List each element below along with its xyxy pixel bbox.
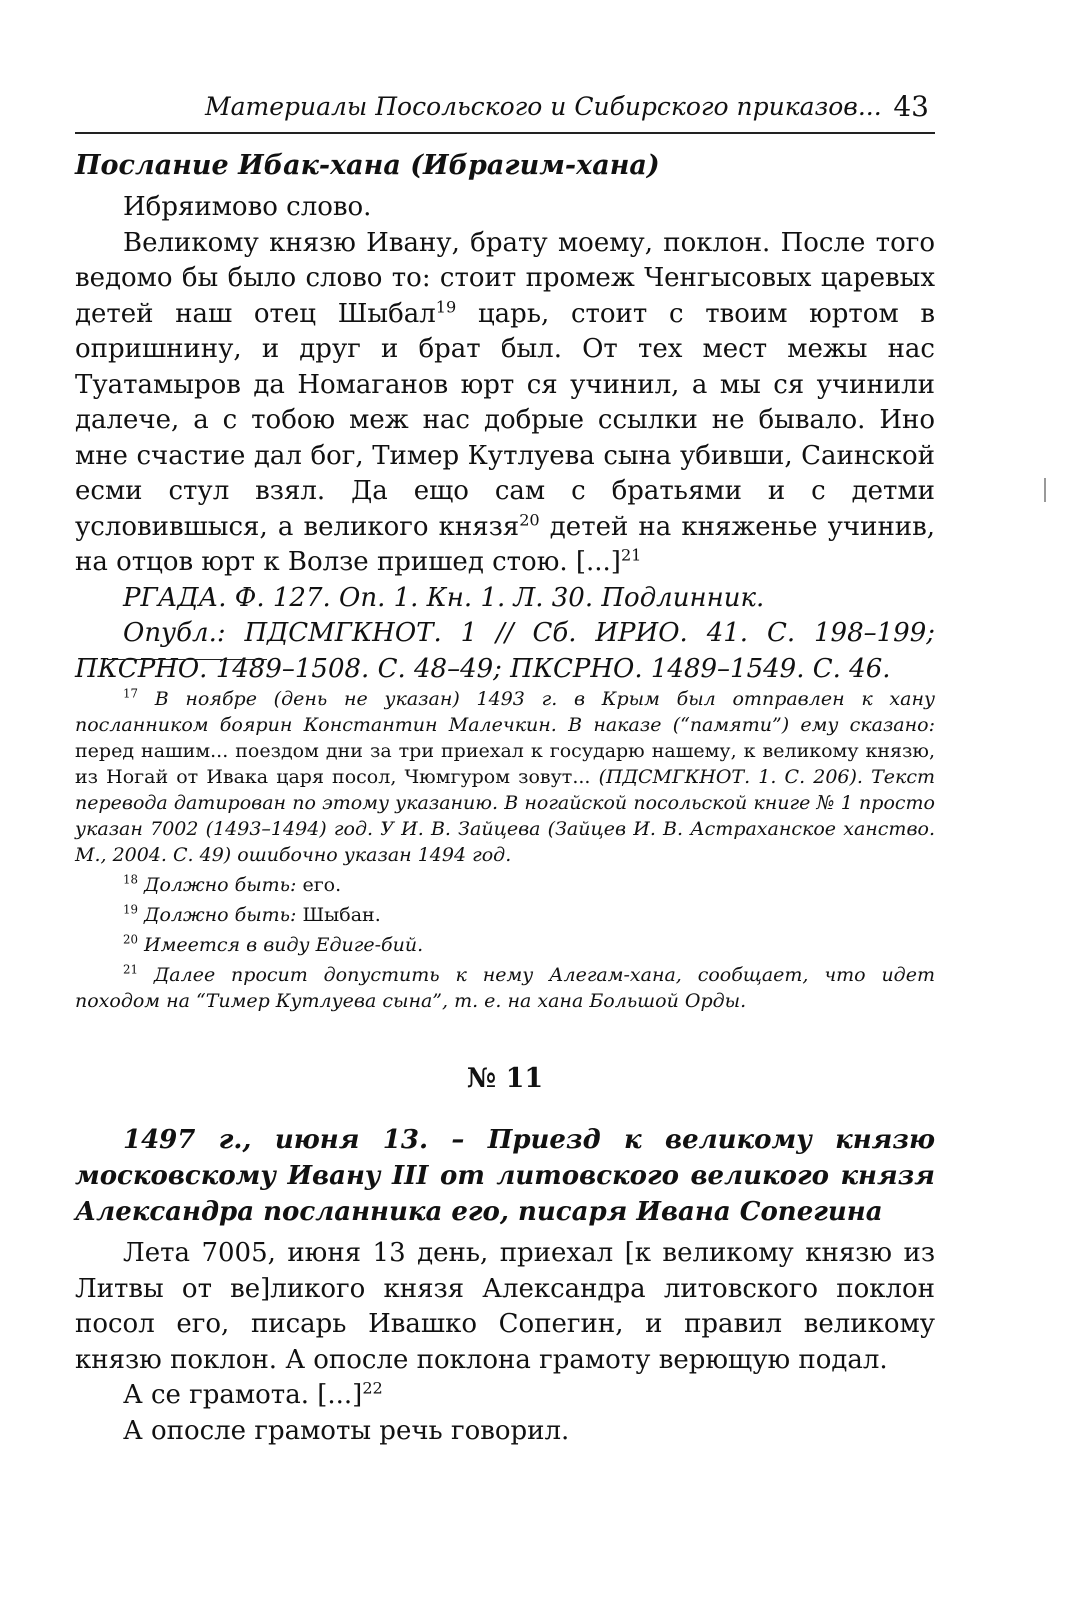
footnote-ref: 19 (435, 296, 457, 316)
running-header (75, 88, 935, 134)
scan-mark (1044, 478, 1046, 502)
footnote-ref: 21 (620, 545, 642, 565)
text-paragraph: Лета 7005, июня 13 день, приехал [к великому князю из Литвы от ве]ликого князя Александра литовского поклон посол его, писарь Ивашко Сопегин, и правил великому князю поклон. А опосле поклона грамоту верющую подал. (75, 1238, 935, 1375)
section-title: Послание Ибак-хана (Ибрагим-хана) (75, 150, 660, 181)
running-title: Материалы Посольского и Сибирского приказов... (205, 92, 882, 121)
footnote-21: $^{21}$ Далее просит допустить к нему Алегам-хана, сообщает, что идет походом на “Тимер Кутлуева сына”, т. е. на хана Большой Орды. (75, 962, 935, 1012)
footnotes (75, 686, 935, 1018)
text-line: Ибряимово слово. (123, 192, 372, 222)
document-text (75, 1236, 935, 1449)
page-number: 43 (893, 90, 929, 123)
document-number: № 11 (466, 1063, 544, 1094)
footnote-20: $^{20}$ Имеется в виду Едиге-бий. (123, 932, 424, 956)
archive-source: РГАДА. Ф. 127. Оп. 1. Кн. 1. Л. 30. Подлинник. (123, 582, 765, 613)
document-heading: 1497 г., июня 13. – Приезд к великому князю московскому Ивану III от литовского великого князя Александра посланника его, писаря Ивана Сопегина (75, 1125, 935, 1227)
footnote-ref: 20 (519, 509, 540, 529)
text-paragraph: Великому князю Ивану, брату моему, поклон. После того ведомо бы было слово то: стоит промеж Ченгысовых царевых детей наш отец Шыбал$^{19}$ царь, стоит с твоим юртом в опришнину, и друг и брат был. От тех мест межы нас Туатамыров да Номаганов юрт ся учинил, а мы ся учинили далече, а с тобою меж нас добрые ссылки не бывало. Ино мне счастие дал бог, Тимер Кутлуева сына убивши, Саинской есми стул взял. Да ещо сам с братьями и с детми условившыся, а великого князя$^{20}$ детей на княженье учинив, на отцов юрт к Волзе пришед стою. [...]$^{21}$ (75, 227, 935, 577)
text-paragraph: А се грамота. [...]$^{22}$ (123, 1378, 383, 1410)
footnote-18: $^{18}$ Должно быть: его. (123, 872, 342, 896)
document-text (75, 190, 935, 687)
text-paragraph: А опосле грамоты речь говорил. (123, 1415, 570, 1446)
footnote-divider (107, 659, 267, 660)
footnote-17: $^{17}$ В ноябре (день не указан) 1493 г. в Крым был отправлен к хану посланником боярин Константин Малечкин. В наказе (“памяти”) ему сказано: перед нашим... поездом дни за три приехал к государю нашему, к великому князю, из Ногай от Ивака царя посол, Чюмгуром зовут... (ПДСМГКНОТ. 1. С. 206). Текст перевода датирован по этому указанию. В ногайской посольской книге № 1 просто указан 7002 (1493–1494) год. У И. В. Зайцева (Зайцев И. В. Астраханское ханство. М., 2004. С. 49) ошибочно указан 1494 год. (75, 686, 935, 866)
footnote-19: $^{19}$ Должно быть: Шыбан. (123, 902, 381, 926)
footnote-ref: 22 (362, 1378, 383, 1398)
publication-reference: Опубл.: ПДСМГКНОТ. 1 // Сб. ИРИО. 41. С. 198–199; ПКСРНО. 1489–1508. С. 48–49; ПКСРНО. 1489–1549. С. 46. (75, 618, 935, 684)
